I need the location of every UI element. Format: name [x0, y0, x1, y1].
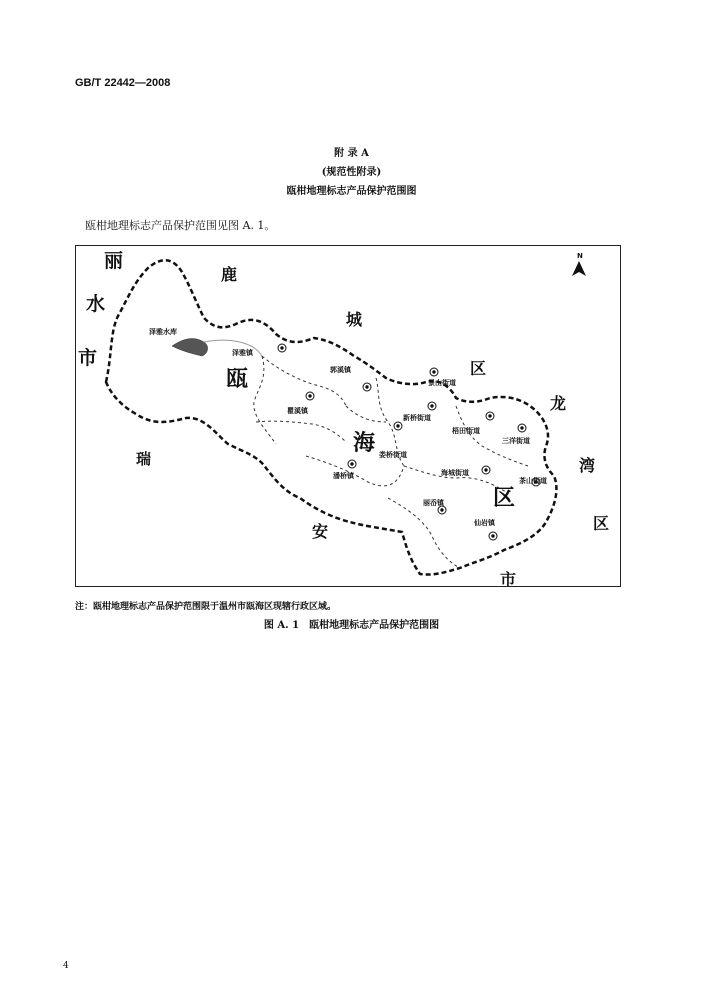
- label-ruian-3: 市: [500, 570, 517, 588]
- internal-boundary: [346, 406, 386, 422]
- label-lucheng-1: 鹿: [221, 265, 238, 284]
- place-sanyang: 三洋街道: [502, 437, 530, 445]
- place-haicheng: 海城街道: [441, 469, 469, 477]
- place-xinqiao: 新桥街道: [403, 414, 431, 422]
- intro-text: 瓯柑地理标志产品保护范围见图 A. 1。: [85, 219, 276, 232]
- internal-boundary: [254, 356, 276, 444]
- label-lishui-2: 水: [86, 293, 106, 315]
- appendix-type: (规范性附录): [321, 167, 382, 178]
- place-jingshan: 景山街道: [428, 379, 456, 387]
- label-lucheng-2: 城: [346, 310, 363, 329]
- internal-boundary: [262, 356, 346, 406]
- place-chashan: 茶山街道: [519, 477, 547, 485]
- map-note: 注：瓯柑地理标志产品保护范围限于温州市瓯海区现辖行政区域。: [75, 602, 337, 612]
- label-longwan-1: 龙: [550, 394, 567, 413]
- page-number: 4: [63, 961, 69, 971]
- place-meiyu: 梧田街道: [452, 427, 480, 435]
- internal-boundary: [256, 421, 346, 442]
- label-district-hai: 海: [353, 431, 376, 456]
- label-district-qu: 区: [493, 486, 516, 511]
- figure-caption: 图 A. 1 瓯柑地理标志产品保护范围图: [263, 620, 440, 631]
- label-lishui-1: 丽: [104, 250, 124, 272]
- place-guoxi: 郭溪镇: [330, 366, 351, 374]
- protection-range-map: [75, 245, 621, 587]
- place-zeya: 泽雅镇: [232, 349, 253, 357]
- reservoir-area: [172, 339, 208, 356]
- appendix-label: 附 录 A: [334, 148, 369, 159]
- label-longwan-3: 区: [593, 514, 610, 533]
- place-panqiao: 潘桥镇: [333, 472, 354, 480]
- label-lucheng-3: 区: [470, 359, 487, 378]
- map-svg: [76, 246, 622, 588]
- internal-boundary: [388, 498, 460, 568]
- label-longwan-2: 湾: [579, 456, 596, 475]
- compass-label: N: [577, 252, 583, 260]
- label-ruian-2: 安: [312, 522, 329, 541]
- label-district-ou: 瓯: [226, 367, 249, 392]
- place-loujiao: 娄桥街道: [379, 451, 407, 459]
- ouhai-boundary: [106, 260, 556, 574]
- label-lishui-3: 市: [78, 347, 98, 369]
- standard-number: GB/T 22442—2008: [75, 77, 171, 89]
- place-xianyan: 仙岩镇: [474, 519, 495, 527]
- label-ruian-1: 瑞: [136, 450, 152, 468]
- internal-boundary: [306, 456, 404, 486]
- place-quxi: 瞿溪镇: [287, 407, 308, 415]
- north-arrow: [572, 252, 586, 276]
- internal-boundary: [456, 406, 528, 466]
- appendix-title: 瓯柑地理标志产品保护范围图: [286, 186, 417, 197]
- place-liyue: 丽岙镇: [423, 499, 444, 507]
- place-reservoir: 泽雅水库: [149, 328, 177, 336]
